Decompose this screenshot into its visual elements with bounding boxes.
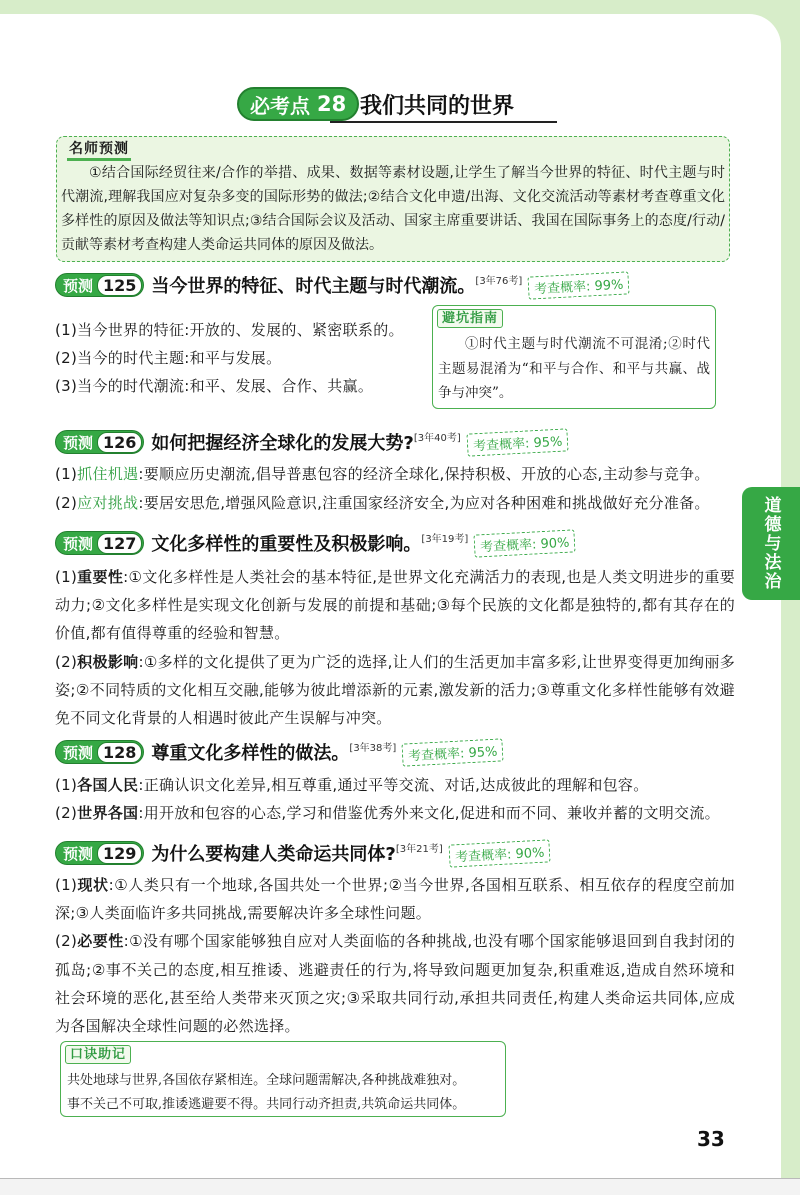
pitfall-guide-label: 避坑指南 [437,309,503,328]
item-text: :要居安思危,增强风险意识,注重国家经济安全,为应对各种困难和挑战做好充分准备。 [138,494,710,512]
item-prefix: (2) [55,652,78,671]
subject-side-tab[interactable] [742,487,800,600]
item-text: :①没有哪个国家能够独自应对人类面临的各种挑战,也没有哪个国家能够退回到自我封闭的孤岛;②事不关己的态度,相互推诿、逃避责任的行为,将导致问题更加复杂,积重难返,造成自然环境和社会环境的恶化,甚至给人类带来灭顶之灾;③采取共同行动,承担共同责任,构建人类命运共同体,应成为各国解决全球性问题的必然选择。 [55,932,735,1036]
exam-frequency: [3年21考] [395,844,443,855]
item-label: 抓住机遇 [77,465,139,483]
item-text: :①人类只有一个地球,各国共处一个世界;②当今世界,各国相互联系、相互依存的程度空前加深;③人类面临许多共同挑战,需要解决许多全球性问题。 [55,876,735,923]
mnemonic-label: 口诀助记 [65,1045,131,1064]
item-prefix: (2) [55,494,78,512]
forecast-number: 125 [97,275,142,296]
pitfall-guide-box [432,305,716,409]
forecast-129-items [55,871,735,1040]
forecast-number: 129 [97,843,142,864]
exam-probability: 考查概率: 90% [448,839,550,867]
item-label: 必要性 [77,932,124,951]
item-label: 世界各国 [77,804,139,822]
mnemonic-line: 共处地球与世界,各国依存紧相连。全球问题需解决,各种挑战难独对。 [67,1073,466,1088]
forecast-125-heading [55,271,630,299]
forecast-number: 126 [97,432,142,453]
item-prefix: (3) [55,377,78,395]
forecast-title: 如何把握经济全球化的发展大势? [151,433,414,454]
forecast-number: 127 [97,533,142,554]
list-item [55,871,735,927]
forecast-badge [55,841,144,865]
forecast-title: 文化多样性的重要性及积极影响。 [151,534,422,555]
exam-probability: 考查概率: 95% [402,738,504,766]
page-title: 我们共同的世界 [360,94,515,119]
list-item [55,372,427,400]
item-prefix: (1) [55,776,78,794]
title-underline [330,121,557,123]
list-item [55,460,735,489]
item-prefix: (1) [55,321,78,339]
item-text: 当今的时代主题:和平与发展。 [77,349,282,367]
exam-probability: 考查概率: 95% [466,428,568,456]
topic-badge [237,87,359,121]
teacher-forecast-text: ①结合国际经贸往来/合作的举措、成果、数据等素材设题,让学生了解当今世界的特征、时代主题与时代潮流,理解我国应对复杂多变的国际形势的做法;②结合文化申遗/出海、文化交流活动等素材考查尊重文化多样性的原因及做法等知识点;③结合国际会议及活动、国家主席重要讲话、我国在国际事务上的态度/行动/贡献等素材考查构建人类命运共同体的原因及做法。 [61,165,725,253]
teacher-forecast-label: 名师预测 [67,140,131,161]
item-prefix: (1) [55,876,78,894]
item-label: 应对挑战 [77,494,139,512]
teacher-forecast-box [56,136,730,262]
forecast-number: 128 [97,742,142,763]
forecast-badge-label: 预测 [63,534,94,553]
forecast-126-heading [55,428,568,456]
item-text: :要顺应历史潮流,倡导普惠包容的经济全球化,保持积极、开放的心态,主动参与竞争。 [138,465,710,483]
exam-probability: 考查概率: 90% [474,529,576,557]
list-item [55,799,735,827]
item-label: 各国人民 [77,776,139,794]
item-text: 当今的时代潮流:和平、发展、合作、共赢。 [77,377,374,395]
list-item [55,927,735,1040]
item-prefix: (1) [55,568,78,586]
item-label: 重要性 [77,568,124,586]
forecast-badge-label: 预测 [63,276,94,295]
forecast-badge [55,273,144,297]
list-item [55,771,735,799]
item-text: 当今世界的特征:开放的、发展的、紧密联系的。 [77,321,404,339]
forecast-badge [55,430,144,454]
forecast-title: 尊重文化多样性的做法。 [151,743,350,764]
exam-frequency: [3年40考] [413,433,461,444]
list-item [55,344,427,372]
forecast-badge-label: 预测 [63,433,94,452]
subject-side-tab-label: 道德与法治 [760,496,781,591]
item-text: :正确认识文化差异,相互尊重,通过平等交流、对话,达成彼此的理解和包容。 [138,776,649,794]
item-prefix: (2) [55,349,78,367]
list-item [55,316,427,344]
item-prefix: (2) [55,932,78,951]
mnemonic-box [60,1041,506,1117]
page-bottom-edge [0,1178,800,1195]
forecast-badge [55,740,144,764]
forecast-126-items [55,460,735,518]
topic-badge-number: 28 [317,92,347,116]
pitfall-guide-text: ①时代主题与时代潮流不可混淆;②时代主题易混淆为“和平与合作、和平与共赢、战争与冲突”。 [438,336,710,401]
forecast-title: 当今世界的特征、时代主题与时代潮流。 [151,276,476,297]
exam-frequency: [3年76考] [475,276,523,287]
forecast-badge-label: 预测 [63,743,94,762]
exam-frequency: [3年19考] [421,534,469,545]
topic-badge-label: 必考点 [250,93,310,118]
forecast-127-items [55,563,735,732]
item-label: 现状 [77,876,109,894]
forecast-129-heading [55,839,550,867]
exam-probability: 考查概率: 99% [528,271,630,299]
mnemonic-line: 事不关己不可取,推诿逃避要不得。共同行动齐担责,共筑命运共同体。 [67,1097,466,1112]
list-item [55,648,735,733]
item-label: 积极影响 [77,652,139,671]
forecast-title: 为什么要构建人类命运共同体? [151,844,396,865]
mnemonic-lines [67,1069,499,1117]
forecast-badge [55,531,144,555]
list-item [55,563,735,648]
page-number: 33 [697,1127,725,1151]
item-text: :①多样的文化提供了更为广泛的选择,让人们的生活更加丰富多彩,让世界变得更加绚丽多姿;②不同特质的文化相互交融,能够为彼此增添新的元素,激发新的活力;③尊重文化多样性能够有效避免不同文化背景的人相遇时彼此产生误解与冲突。 [55,652,736,728]
forecast-125-items [55,316,427,400]
forecast-128-heading [55,738,504,766]
item-text: :①文化多样性是人类社会的基本特征,是世界文化充满活力的表现,也是人类文明进步的重要动力;②文化多样性是实现文化创新与发展的前提和基础;③每个民族的文化都是独特的,都有其存在的价值,都有值得尊重的经验和智慧。 [55,568,735,643]
forecast-128-items [55,771,735,827]
exam-frequency: [3年38考] [349,743,397,754]
item-prefix: (1) [55,465,78,483]
item-prefix: (2) [55,804,78,822]
forecast-127-heading [55,529,576,557]
item-text: :用开放和包容的心态,学习和借鉴优秀外来文化,促进和而不同、兼收并蓄的文明交流。 [138,804,720,822]
forecast-badge-label: 预测 [63,844,94,863]
list-item [55,489,735,518]
